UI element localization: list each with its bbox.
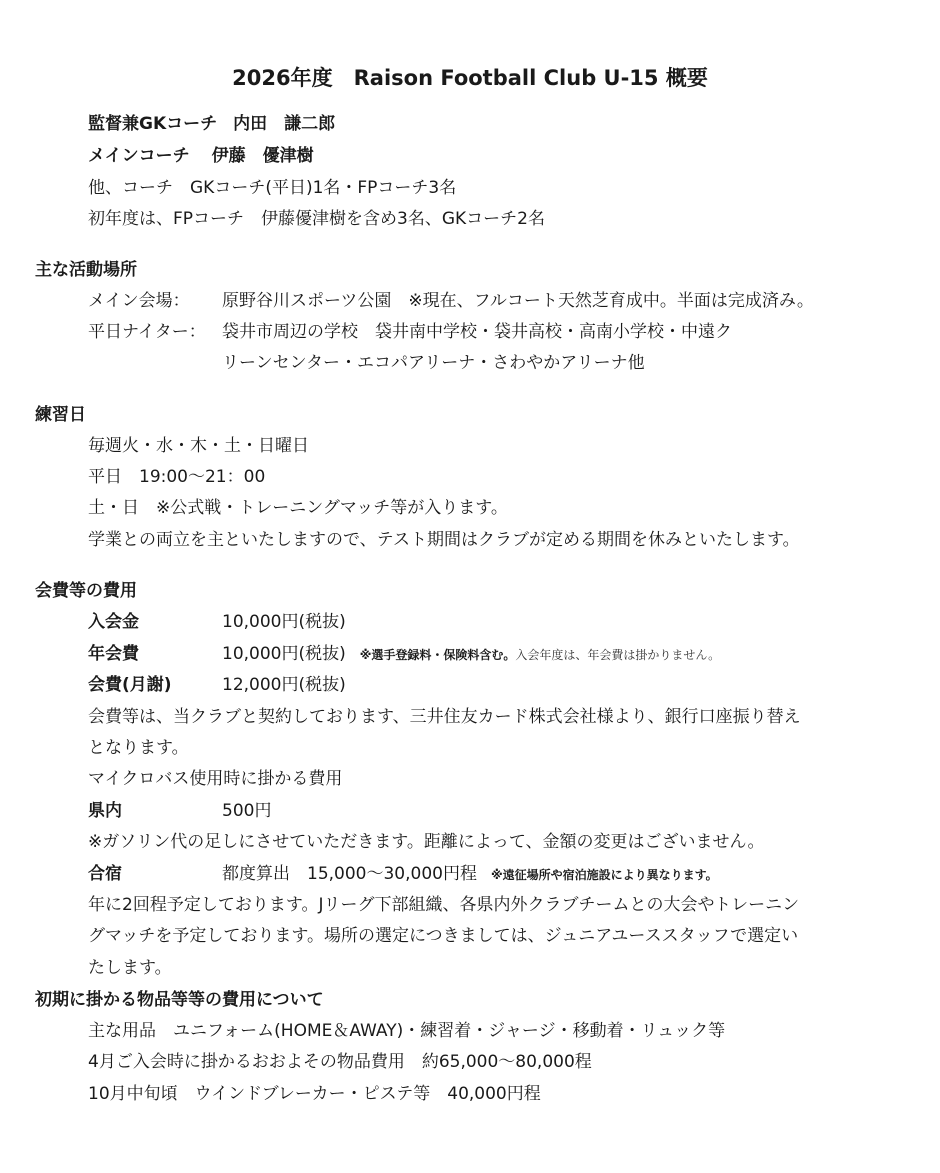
director-label: 監督兼GKコーチ: [88, 114, 218, 134]
annual-fee-note-bold: ※選手登録料・保険料含む。: [359, 648, 516, 662]
annual-fee-note: 入会年度は、年会費は掛かりません。: [515, 648, 721, 662]
other-coaches: 他、コーチ GKコーチ(平日)1名・FPコーチ3名: [88, 178, 457, 198]
entry-fee-value: 10,000円(税抜): [222, 612, 346, 632]
initial-april-cost: 4月ご入会時に掛かるおおよその物品費用 約65,000～80,000程: [88, 1052, 592, 1072]
main-venue-label: メイン会場：: [88, 291, 190, 311]
annual-fee-value: 10,000円(税抜): [222, 644, 346, 664]
payment-note-2: となります。: [88, 738, 189, 758]
annual-fee-label: 年会費: [88, 644, 139, 664]
practice-weekend: 土・日 ※公式戦・トレーニングマッチ等が入ります。: [88, 498, 508, 518]
night-venue-value-2: リーンセンター・エコパアリーナ・さわやかアリーナ他: [222, 353, 645, 373]
bus-pref-value: 500円: [222, 801, 272, 821]
first-year-staff: 初年度は、FPコーチ 伊藤優津樹を含め3名、GKコーチ2名: [88, 209, 545, 229]
practice-weekday: 平日 19:00～21：00: [88, 467, 266, 487]
main-coach-name: 伊藤 優津樹: [211, 146, 314, 166]
study-note: 学業との両立を主といたしますので、テスト期間はクラブが定める期間を休みといたします。: [88, 530, 800, 550]
practice-heading: 練習日: [35, 405, 86, 425]
initial-october-cost: 10月中旬頃 ウインドブレーカー・ピステ等 40,000円程: [88, 1084, 541, 1104]
bus-pref-label: 県内: [88, 801, 122, 821]
night-venue-value-1: 袋井市周辺の学校 袋井南中学校・袋井高校・高南小学校・中遠ク: [222, 322, 732, 342]
director-row: [88, 112, 335, 136]
initial-costs-heading: 初期に掛かる物品等等の費用について: [35, 990, 324, 1010]
camp-row: [222, 862, 718, 887]
main-coach-label: メインコーチ: [88, 146, 190, 166]
payment-note-1: 会費等は、当クラブと契約しております、三井住友カード株式会社様より、銀行口座振り替え: [88, 707, 801, 727]
monthly-fee-label: 会費(月謝): [88, 675, 172, 695]
entry-fee-label: 入会金: [88, 612, 139, 632]
night-venue-label: 平日ナイター：: [88, 322, 206, 342]
camp-label: 合宿: [88, 864, 122, 884]
camp-desc-1: 年に2回程予定しております。Jリーグ下部組織、各県内外クラブチームとの大会やトレーニン: [88, 895, 800, 915]
monthly-fee-value: 12,000円(税抜): [222, 675, 346, 695]
annual-fee-row: [222, 642, 720, 667]
camp-note: ※遠征場所や宿泊施設により異なります。: [490, 868, 718, 882]
bus-heading: マイクロバス使用時に掛かる費用: [88, 769, 343, 789]
camp-desc-2: グマッチを予定しております。場所の選定につきましては、ジュニアユーススタッフで選定い: [88, 926, 799, 946]
page-title: 2026年度 Raison Football Club U-15 概要: [232, 66, 708, 90]
practice-days: 毎週火・水・木・土・日曜日: [88, 436, 309, 456]
fees-heading: 会費等の費用: [35, 581, 137, 601]
main-venue-value: 原野谷川スポーツ公園 ※現在、フルコート天然芝育成中。半面は完成済み。: [222, 291, 814, 311]
venues-heading: 主な活動場所: [35, 260, 137, 280]
director-name: 内田 謙二郎: [233, 114, 336, 134]
camp-desc-3: たします。: [88, 958, 172, 978]
camp-value: 都度算出 15,000～30,000円程: [222, 864, 477, 884]
main-coach-row: [88, 144, 314, 168]
bus-note: ※ガソリン代の足しにさせていただきます。距離によって、金額の変更はございません。: [88, 832, 765, 852]
initial-items: 主な用品 ユニフォーム(HOME＆AWAY)・練習着・ジャージ・移動着・リュック等: [88, 1021, 726, 1041]
